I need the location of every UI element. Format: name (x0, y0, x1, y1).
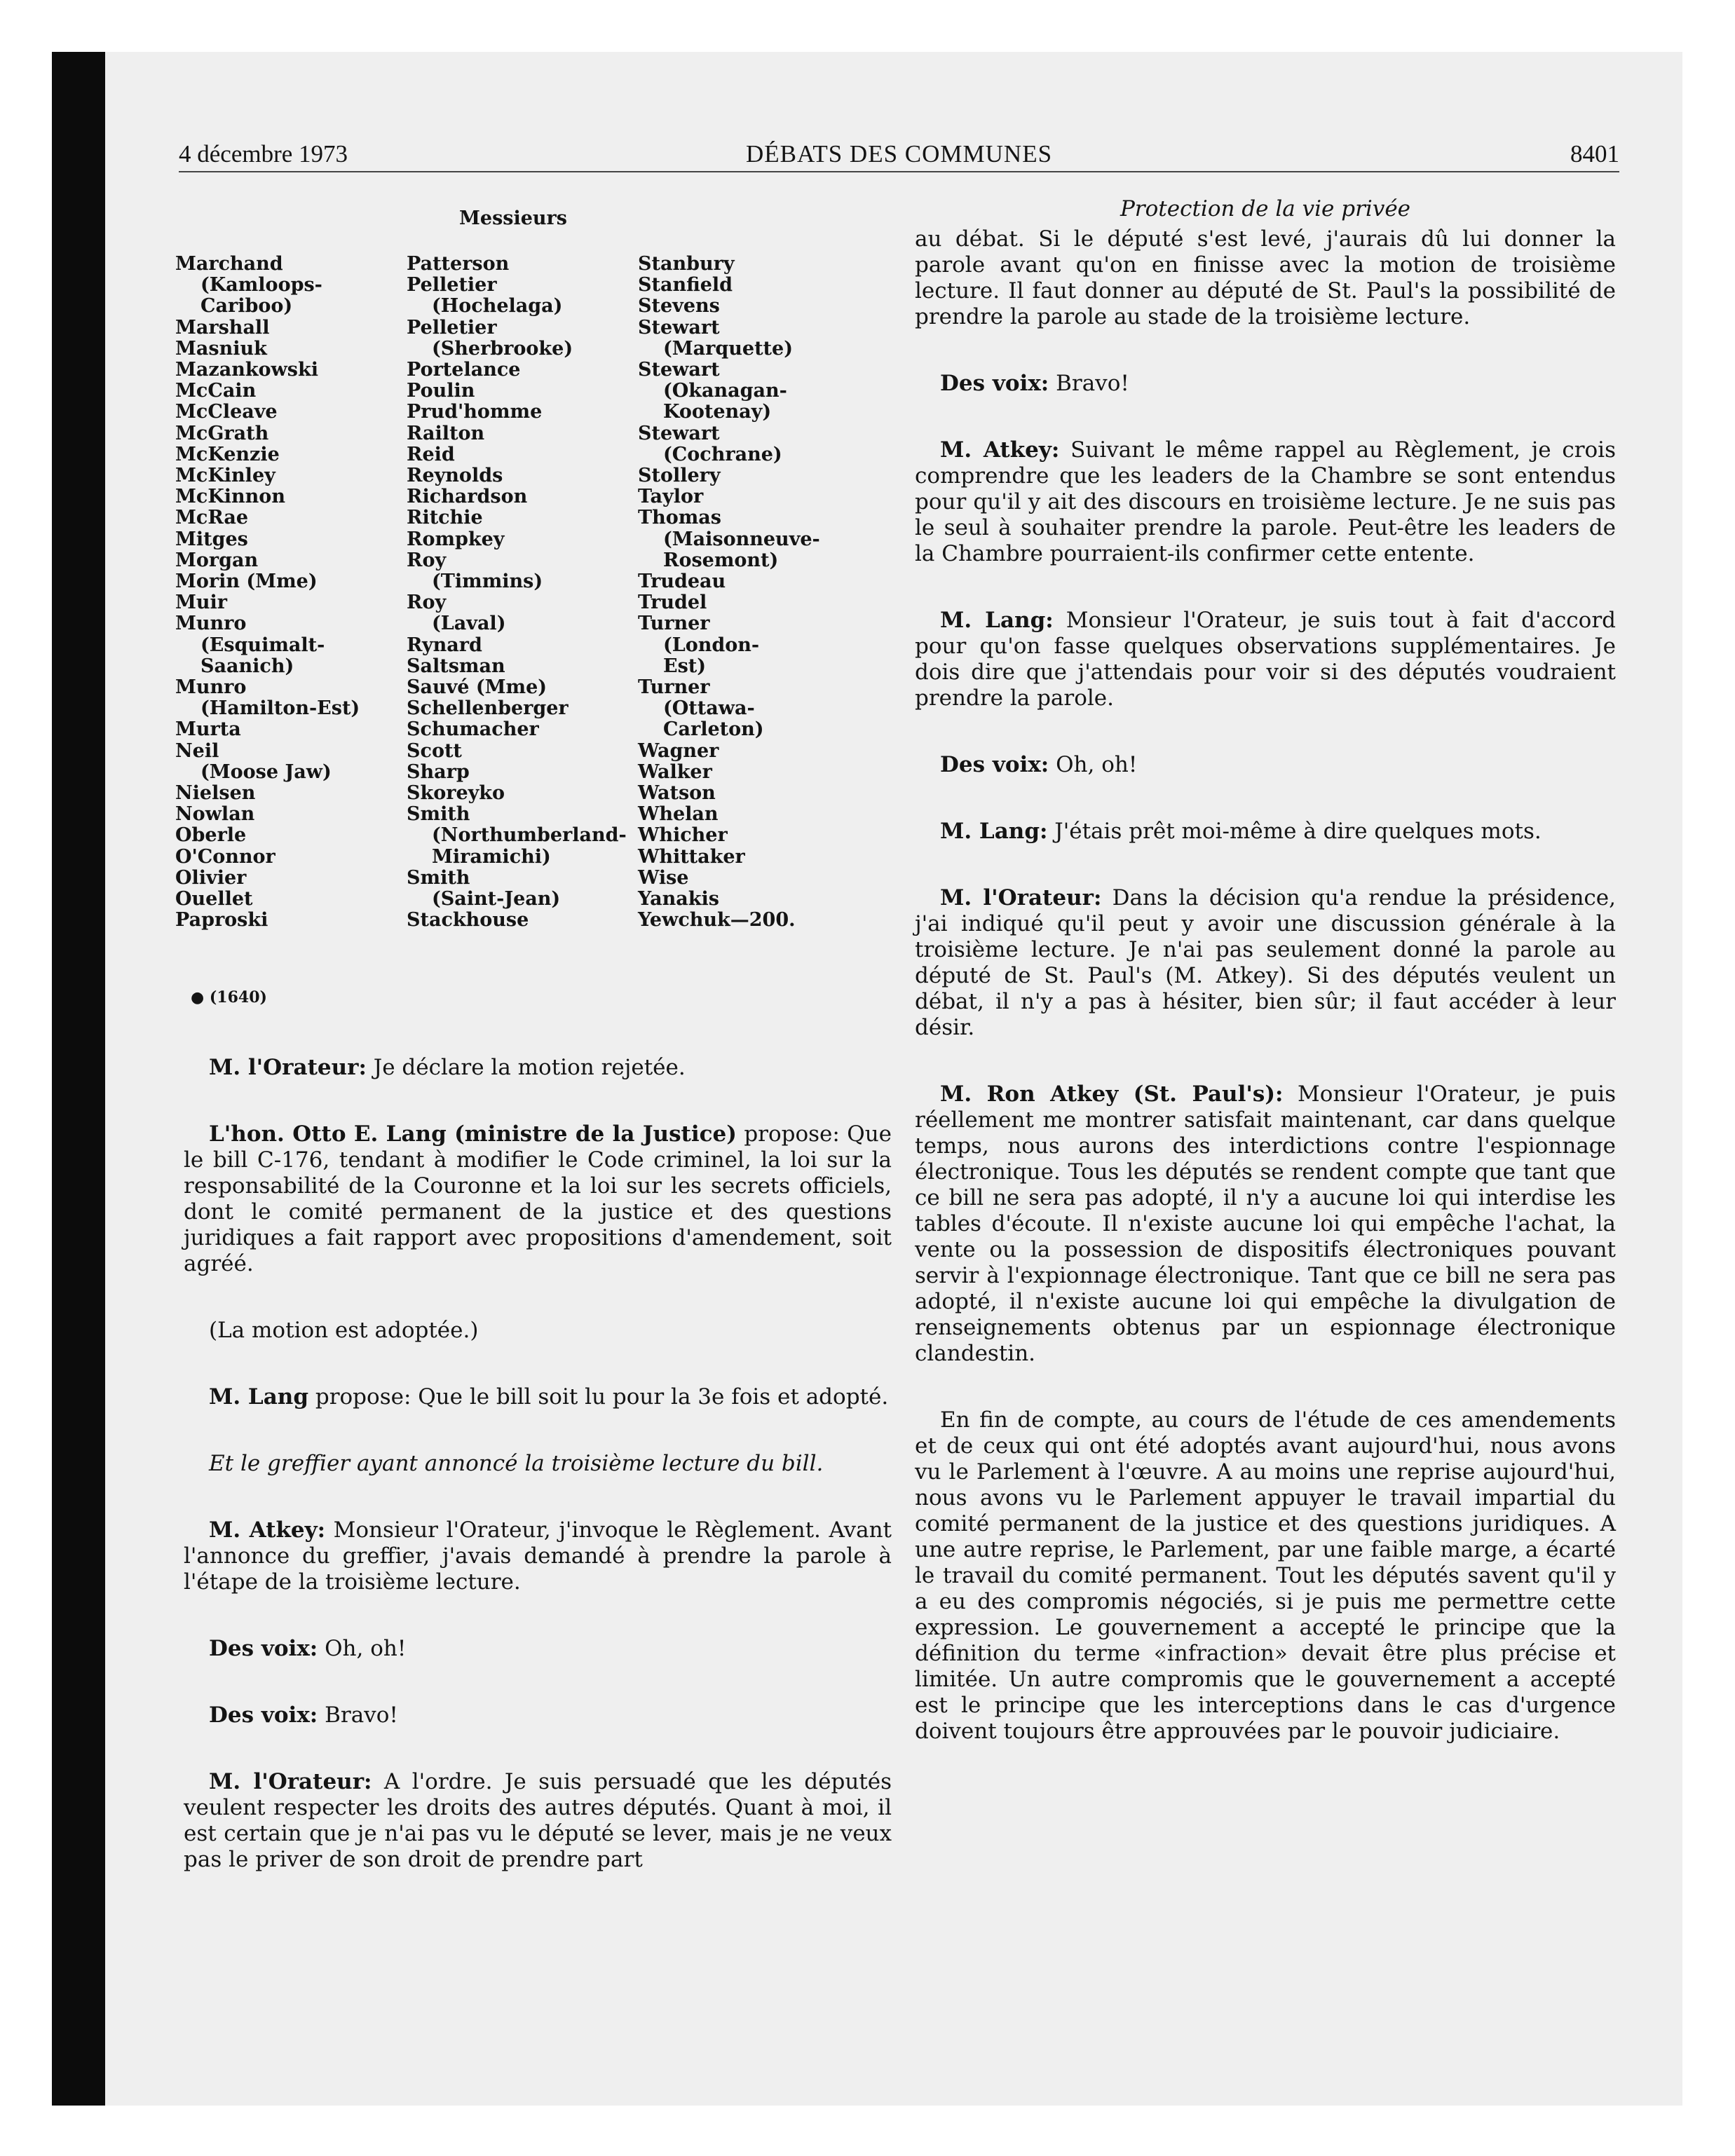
paragraph-text: Et le greffier ayant annoncé la troisième lecture du bill. (209, 1451, 824, 1476)
member-name: Rompkey (407, 528, 505, 550)
right-column (915, 196, 1616, 1785)
member-name: Murta (175, 718, 241, 741)
debate-paragraph (184, 1318, 892, 1344)
member-name: Olivier (175, 866, 247, 889)
speaker-name: M. Atkey: (940, 437, 1060, 463)
header-date: 4 décembre 1973 (179, 140, 348, 168)
debate-paragraph (915, 226, 1616, 330)
debate-paragraph (184, 1703, 892, 1728)
member-name: Stanbury (638, 253, 735, 275)
left-column (184, 1055, 892, 1913)
member-name: Reynolds (407, 465, 503, 487)
member-name: Nowlan (175, 803, 255, 826)
member-name: Pelletier (407, 274, 497, 296)
speaker-name: M. Lang: (940, 819, 1048, 844)
member-name: Whelan (638, 803, 719, 826)
debate-paragraph (184, 1517, 892, 1595)
division-heading: Messieurs (459, 207, 567, 229)
member-name: (Moose Jaw) (200, 760, 332, 783)
page-number: 8401 (1570, 140, 1619, 168)
debate-paragraph (184, 1769, 892, 1873)
member-name: Yanakis (638, 888, 719, 910)
member-name: Neil (175, 739, 219, 762)
debate-paragraph (915, 437, 1616, 567)
member-name: Masniuk (175, 337, 267, 360)
section-rubric: Protection de la vie privée (1120, 196, 1411, 221)
division-list (175, 207, 897, 992)
member-name: Ritchie (407, 507, 483, 529)
journal-title: DÉBATS DES COMMUNES (745, 140, 1053, 168)
member-name: Stewart (638, 359, 720, 381)
member-name: Roy (407, 592, 447, 614)
member-name: McKinley (175, 465, 275, 487)
member-name: Nielsen (175, 782, 256, 805)
division-column-3 (638, 254, 876, 932)
paragraph-text: Monsieur l'Orateur, je puis réellement me montrer satisfait maintenant, car dans quelque temps, nous aurons des interdictions contre l'espionnage électronique. Tous les députés se rendent compte que tant que ce bill ne sera pas adopté, il n'y a aucune loi qui interdise les tables d'écoute. Il n'existe aucune loi qui empêche l'achat, la vente ou la possession de dispositifs électroniques pouvant servir à l'expionnage électronique. Tant que ce bill ne sera pas adopté, il n'existe aucune loi qui empêche la divulgation de renseignements obtenus par un espionnage électronique clandestin. (915, 1082, 1616, 1366)
member-name: (Marquette) (663, 337, 793, 360)
member-name: Taylor (638, 486, 704, 508)
paragraph-text: Oh, oh! (318, 1636, 407, 1661)
member-name: (Esquimalt- (200, 634, 325, 656)
member-name: Richardson (407, 486, 528, 508)
debate-paragraph (915, 819, 1616, 845)
member-name: (Sherbrooke) (432, 337, 573, 360)
debate-paragraph (915, 1407, 1616, 1745)
paragraph-text: Dans la décision qu'a rendue la présidence, j'ai indiqué qu'il peut y avoir une discussion générale à la troisième lecture. Je n'ai pas seulement donné la parole au député de St. Paul's (M. Atkey). Si des députés veulent un débat, il n'y a pas à hésiter, bien sûr; il faut accéder à leur désir. (915, 885, 1616, 1040)
member-name: (Hamilton-Est) (200, 697, 360, 720)
member-name: Munro (175, 613, 247, 635)
member-name: Ouellet (175, 888, 253, 910)
member-name: Saltsman (407, 655, 505, 677)
speaker-name: M. Atkey: (209, 1517, 326, 1543)
member-name: Turner (638, 676, 710, 699)
speaker-name: M. Lang (209, 1384, 308, 1410)
member-name: Wagner (638, 739, 719, 762)
speaker-name: M. l'Orateur: (940, 885, 1102, 910)
member-name: Stollery (638, 465, 721, 487)
speaker-name: Des voix: (209, 1636, 318, 1661)
member-name: McCain (175, 380, 257, 402)
paragraph-text: J'étais prêt moi-même à dire quelques mots. (1047, 819, 1542, 844)
member-name: Schellenberger (407, 697, 569, 720)
member-name: Mitges (175, 528, 248, 550)
member-name: Stanfield (638, 274, 733, 296)
speaker-name: M. Ron Atkey (St. Paul's): (940, 1082, 1284, 1107)
speaker-name: Des voix: (940, 752, 1049, 777)
member-name: Saanich) (200, 655, 294, 677)
member-name: Stewart (638, 316, 720, 339)
member-name: Est) (663, 655, 707, 677)
paragraph-text: Monsieur l'Orateur, j'invoque le Règlement. Avant l'annonce du greffier, j'avais demandé à prendre la parole à l'étape de la troisième lecture. (184, 1517, 892, 1595)
member-name: Morgan (175, 549, 259, 571)
paragraph-text: Monsieur l'Orateur, je suis tout à fait d'accord pour qu'on fasse quelques observations supplémentaires. Je dois dire que j'attendais pour voir si des députés voudraient prendre la parole. (915, 608, 1616, 711)
member-name: McKinnon (175, 486, 285, 508)
speaker-name: M. Lang: (940, 608, 1054, 633)
member-name: Roy (407, 549, 447, 571)
member-name: McGrath (175, 422, 269, 444)
member-name: (Laval) (432, 613, 506, 635)
member-name: McKenzie (175, 443, 280, 465)
member-name: Paproski (175, 909, 268, 932)
member-name: (Cochrane) (663, 443, 782, 465)
paragraph-text: Bravo! (318, 1703, 398, 1728)
member-name: Railton (407, 422, 485, 444)
member-name: Watson (638, 782, 716, 805)
member-name: Prud'homme (407, 401, 543, 423)
member-name: Sharp (407, 760, 470, 783)
member-name: McCleave (175, 401, 278, 423)
member-name: Trudel (638, 592, 707, 614)
member-name: Skoreyko (407, 782, 505, 805)
member-name: Oberle (175, 824, 247, 847)
member-name: Reid (407, 443, 455, 465)
debate-paragraph (184, 1451, 892, 1477)
member-name: (Maisonneuve- (663, 528, 820, 550)
member-name: Stevens (638, 295, 720, 318)
member-name: (Saint-Jean) (432, 888, 561, 910)
member-name: Poulin (407, 380, 475, 402)
member-name: Cariboo) (200, 295, 293, 318)
member-name: Rosemont) (663, 549, 779, 571)
member-name: Munro (175, 676, 247, 699)
speaker-name: M. l'Orateur: (209, 1769, 372, 1794)
paragraph-text: En fin de compte, au cours de l'étude de ces amendements et de ceux qui ont été adoptés avant aujourd'hui, nous avons vu le Parlement à l'œuvre. A au moins une reprise aujourd'hui, nous avons vu le Parlement appuyer le travail impartial du comité permanent de la justice et des questions juridiques. A une autre reprise, le Parlement, par une faible marge, a écarté le travail du comité permanent. Tout les députés savent qu'il y a eu des compromis négociés, si je puis me permettre cette expression. Le gouvernement a accepté le principe que la définition du terme «infraction» devait être plus précise et limitée. Un autre compromis que le gouvernement a accepté est le principe que les interceptions dans le cas d'urgence doivent toujours être approuvées par le pouvoir judiciaire. (915, 1407, 1616, 1744)
time-marker: ● (1640) (191, 988, 267, 1007)
paragraph-text: au débat. Si le député s'est levé, j'aurais dû lui donner la parole avant qu'on en finisse avec la motion de troisième lecture. Il faut donner au député de St. Paul's la possibilité de prendre la parole au stade de la troisième lecture. (915, 226, 1616, 329)
paragraph-text: (La motion est adoptée.) (209, 1318, 479, 1343)
member-name: (Okanagan- (663, 380, 787, 402)
member-name: Schumacher (407, 718, 539, 741)
paragraph-text: Bravo! (1049, 371, 1129, 396)
member-name: Kootenay) (663, 401, 772, 423)
member-name: Smith (407, 866, 470, 889)
debate-paragraph (184, 1055, 892, 1081)
paragraph-text: Oh, oh! (1049, 752, 1138, 777)
running-header (179, 137, 1619, 172)
member-name: Yewchuk—200. (638, 909, 796, 932)
member-name: (Kamloops- (200, 274, 322, 296)
paragraph-text: Suivant le même rappel au Règlement, je crois comprendre que les leaders de la Chambre se sont entendus pour qu'il y ait des discours en troisième lecture. Je ne suis pas le seul à souhaiter prendre la parole. Peut-être les leaders de la Chambre pourraient-ils confirmer cette entente. (915, 437, 1616, 566)
member-name: Thomas (638, 507, 721, 529)
member-name: Sauvé (Mme) (407, 676, 547, 699)
debate-paragraph (915, 371, 1616, 397)
speaker-name: Des voix: (209, 1703, 318, 1728)
member-name: Patterson (407, 253, 510, 275)
paragraph-text: A l'ordre. Je suis persuadé que les députés veulent respecter les droits des autres députés. Quant à moi, il est certain que je n'ai pas vu le député se lever, mais je ne veux pas le priver de son droit de prendre part (184, 1769, 892, 1872)
member-name: Stewart (638, 422, 720, 444)
speaker-name: M. l'Orateur: (209, 1055, 367, 1080)
member-name: Muir (175, 592, 227, 614)
speaker-name: Des voix: (940, 371, 1049, 396)
member-name: Smith (407, 803, 470, 826)
member-name: Carleton) (663, 718, 764, 741)
paragraph-text: propose: Que le bill soit lu pour la 3e fois et adopté. (308, 1384, 889, 1410)
member-name: Whittaker (638, 845, 745, 868)
member-name: Portelance (407, 359, 521, 381)
paragraph-text: propose: Que le bill C-176, tendant à modifier le Code criminel, la loi sur la responsabilité de la Couronne et la loi sur les secrets officiels, dont le comité permanent de la justice et des questions juridiques a fait rapport avec propositions d'amendement, soit agréé. (184, 1121, 892, 1276)
debate-paragraph (915, 885, 1616, 1041)
debate-paragraph (184, 1121, 892, 1277)
member-name: (Ottawa- (663, 697, 755, 720)
member-name: Marshall (175, 316, 270, 339)
member-name: (Timmins) (432, 571, 543, 593)
member-name: (London- (663, 634, 760, 656)
member-name: Stackhouse (407, 909, 529, 932)
member-name: Whicher (638, 824, 728, 847)
debate-paragraph (915, 608, 1616, 711)
paragraph-text: Je déclare la motion rejetée. (366, 1055, 686, 1080)
member-name: Walker (638, 760, 712, 783)
member-name: Marchand (175, 253, 283, 275)
speaker-name: L'hon. Otto E. Lang (ministre de la Justice) (209, 1121, 737, 1147)
member-name: Wise (638, 866, 689, 889)
debate-paragraph (184, 1636, 892, 1662)
member-name: Rynard (407, 634, 482, 656)
division-column-1 (175, 254, 414, 932)
member-name: Trudeau (638, 571, 726, 593)
member-name: O'Connor (175, 845, 275, 868)
member-name: Mazankowski (175, 359, 318, 381)
debate-paragraph (184, 1384, 892, 1410)
member-name: (Northumberland- (432, 824, 627, 847)
member-name: Pelletier (407, 316, 497, 339)
member-name: Miramichi) (432, 845, 551, 868)
debate-paragraph (915, 1082, 1616, 1367)
member-name: McRae (175, 507, 249, 529)
member-name: Morin (Mme) (175, 571, 318, 593)
member-name: (Hochelaga) (432, 295, 563, 318)
division-column-2 (407, 254, 645, 932)
scan-border (52, 52, 105, 2106)
member-name: Turner (638, 613, 710, 635)
debate-paragraph (915, 752, 1616, 778)
member-name: Scott (407, 739, 462, 762)
